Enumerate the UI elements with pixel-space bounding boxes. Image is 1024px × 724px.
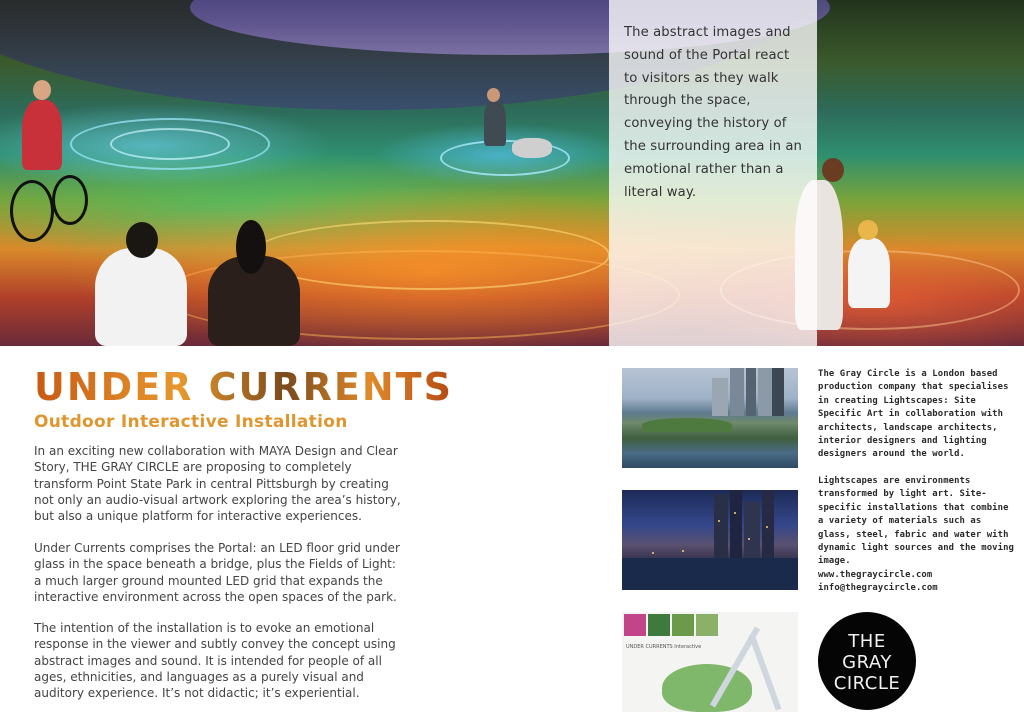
page-title: UNDER CURRENTS <box>34 365 453 409</box>
city-light <box>748 538 750 540</box>
plan-label: UNDER CURRENTS Interactive <box>626 644 702 650</box>
building-shape <box>730 368 744 416</box>
email-link[interactable]: info@thegraycircle.com <box>818 583 938 593</box>
logo-line-2: GRAY <box>842 652 892 673</box>
page-subtitle: Outdoor Interactive Installation <box>34 412 348 432</box>
about-paragraph-1: The Gray Circle is a London based production company that specialises in creating Lightscapes: Site Specific Art in collaboration with architects, landscape architects, interior designers and lighting designers around the world. <box>818 369 1009 460</box>
river-shape <box>622 558 798 590</box>
child-figure <box>848 238 890 308</box>
dog-figure <box>512 138 552 158</box>
logo-line-1: THE <box>848 631 886 652</box>
bicycle-wheel <box>10 180 54 242</box>
building-shape <box>772 368 784 416</box>
city-light <box>652 552 654 554</box>
logo-line-3: CIRCLE <box>833 673 901 694</box>
cyclist-head <box>33 80 51 100</box>
mother-head <box>822 158 844 182</box>
building-shape <box>714 494 728 558</box>
city-light <box>718 520 720 522</box>
plan-swatch <box>672 614 694 636</box>
hero-caption: The abstract images and sound of the Portal react to visitors as they walk through the space, conveying the history of the surrounding area in an emotional rather than a literal way. <box>624 25 802 200</box>
city-light <box>682 550 684 552</box>
building-shape <box>762 490 774 558</box>
plan-swatch <box>624 614 646 636</box>
body-paragraph-3: The intention of the installation is to evoke an emotional response in the viewer and subtly convey the concept using abstract images and sound. It is intended for people of all ages, ethnicities, and languages as a purely visual and auditory experience. It’s not didactic; it’s experiential. <box>34 621 396 701</box>
building-shape <box>744 502 760 558</box>
pittsburgh-night-photo <box>622 490 798 590</box>
woman-head <box>236 220 266 274</box>
child-head <box>858 220 878 240</box>
plan-road-shape <box>749 633 782 710</box>
man-head <box>126 222 158 258</box>
hero-caption-box <box>609 0 817 346</box>
hero-image <box>0 0 1024 346</box>
walker-head <box>487 88 500 102</box>
plan-swatch <box>648 614 670 636</box>
building-shape <box>712 378 728 416</box>
park-point-shape <box>642 418 732 432</box>
city-light <box>734 512 736 514</box>
cyclist-figure <box>22 100 62 170</box>
pittsburgh-day-photo <box>622 368 798 468</box>
man-figure <box>95 248 187 346</box>
about-paragraph-2: Lightscapes are environments transformed by light art. Site-specific installations that combine a variety of materials such as glass, steel, fabric and water with dynamic light sources and the moving image. <box>818 476 1014 567</box>
body-paragraph-1: In an exciting new collaboration with MAYA Design and Clear Story, THE GRAY CIRCLE are proposing to completely transform Point State Park in central Pittsburgh by creating not only an audio-visual artwork exploring the area’s history, but also a unique platform for interactive experiences. <box>34 444 401 524</box>
light-swirl <box>110 128 230 160</box>
building-shape <box>746 368 756 416</box>
bicycle-wheel <box>52 175 88 225</box>
site-plan-diagram <box>622 612 798 712</box>
city-light <box>766 526 768 528</box>
building-shape <box>730 490 742 558</box>
plan-swatch <box>696 614 718 636</box>
plan-park-shape <box>662 664 752 712</box>
body-paragraph-2: Under Currents comprises the Portal: an LED floor grid under glass in the space beneath a bridge, plus the Fields of Light: a much larger ground mounted LED grid that expands the interactive environment across the open spaces of the park. <box>34 541 400 604</box>
walker-figure <box>484 100 506 146</box>
website-link[interactable]: www.thegraycircle.com <box>818 570 933 580</box>
gray-circle-logo <box>818 612 916 710</box>
